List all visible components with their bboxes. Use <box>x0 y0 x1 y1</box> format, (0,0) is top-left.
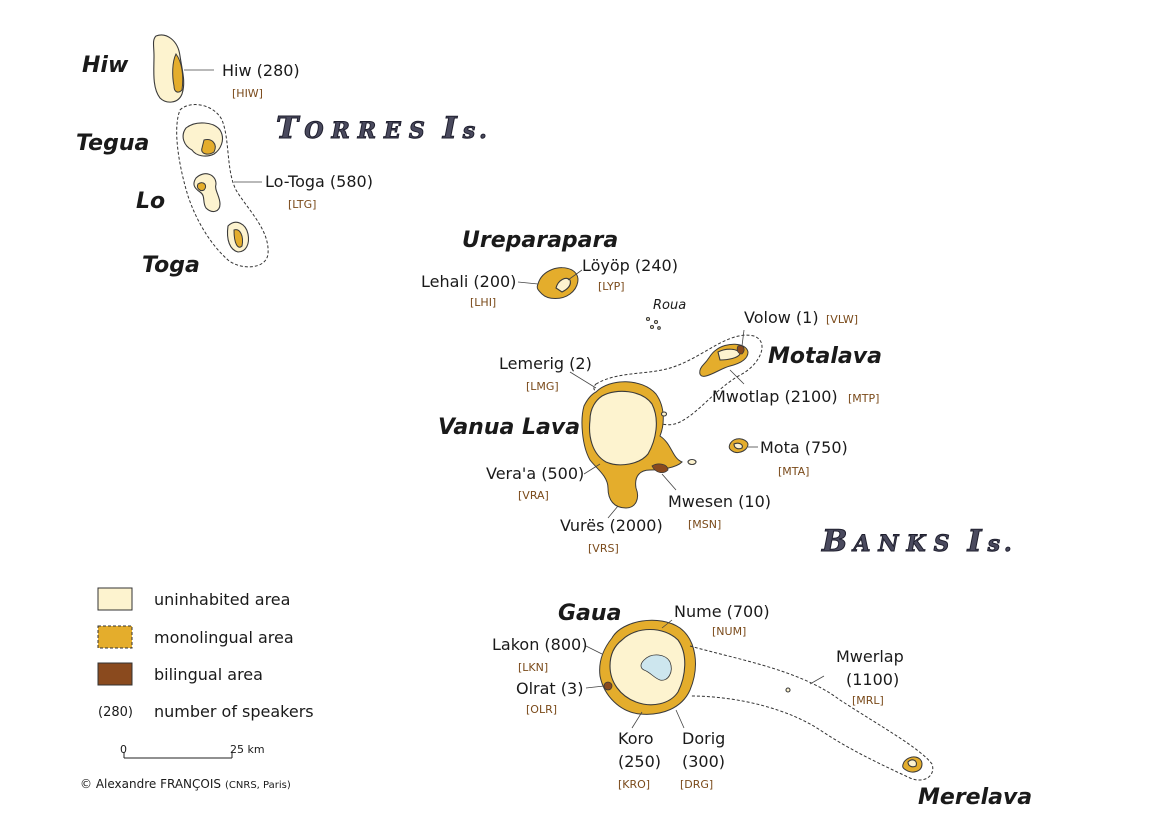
group-label-banks: B ANKS I s. <box>822 524 1016 559</box>
lang-label-vures: Vurës (2000) <box>560 516 663 535</box>
leader-lemerig <box>570 372 596 388</box>
legend-label-bilingual: bilingual area <box>154 665 263 684</box>
island-label-merelava: Merelava <box>918 785 1033 810</box>
lang-label-loyop: Löyöp (240) <box>582 256 678 275</box>
lang-label-olrat: Olrat (3) <box>516 679 584 698</box>
lang-code-nume: [NUM] <box>712 625 747 638</box>
credit: © Alexandre FRANÇOIS (CNRS, Paris) <box>80 777 291 791</box>
island-label-hiw: Hiw <box>82 53 129 78</box>
legend-label-speakers: number of speakers <box>154 702 314 721</box>
island-toga <box>227 222 248 252</box>
island-label-ureparapara: Ureparapara <box>462 228 619 253</box>
lang-label-lemerig: Lemerig (2) <box>499 354 592 373</box>
legend-speakers-sample: (280) <box>98 705 133 720</box>
lang-code-mwesen: [MSN] <box>688 518 722 531</box>
legend-label-monolingual: monolingual area <box>154 628 294 647</box>
lang-count-koro: (250) <box>618 752 662 771</box>
lang-code-mota: [MTA] <box>778 465 810 478</box>
leader-volow <box>742 330 744 346</box>
island-ureparapara <box>537 268 578 299</box>
island-label-gaua: Gaua <box>558 601 622 626</box>
island-label-vanua-lava: Vanua Lava <box>438 415 581 440</box>
lang-code-hiw: [HIW] <box>232 87 263 100</box>
leader-olrat <box>586 686 604 688</box>
lang-label-koro: Koro <box>618 729 654 748</box>
lang-label-mwotlap: Mwotlap (2100) <box>712 387 838 406</box>
island-tegua <box>183 123 222 156</box>
lang-code-lo-toga: [LTG] <box>288 198 317 211</box>
scale-zero: 0 <box>120 743 127 756</box>
leader-lakon <box>586 646 602 654</box>
lang-code-vures: [VRS] <box>588 542 619 555</box>
legend-swatch-bilingual <box>98 663 132 685</box>
island-label-motalava: Motalava <box>768 344 882 369</box>
island-gaua <box>600 620 696 714</box>
legend <box>98 588 314 721</box>
lang-label-nume: Nume (700) <box>674 602 770 621</box>
island-lo <box>194 174 220 212</box>
lang-count-mwerlap: (1100) <box>846 670 900 689</box>
islet-north-vanua-lava <box>662 412 667 416</box>
island-label-lo: Lo <box>136 189 166 214</box>
lang-label-lehali: Lehali (200) <box>421 272 517 291</box>
leader-lehali <box>518 282 538 284</box>
lang-code-koro: [KRO] <box>618 778 651 791</box>
island-mota <box>729 439 748 453</box>
island-motalava <box>700 344 748 376</box>
island-label-toga: Toga <box>142 253 200 278</box>
leader-mwerlap <box>810 676 824 684</box>
legend-swatch-uninhabited <box>98 588 132 610</box>
lang-code-mwerlap: [MRL] <box>852 694 884 707</box>
leader-dorig <box>676 710 684 728</box>
lang-label-volow: Volow (1) <box>744 308 819 327</box>
lang-code-dorig: [DRG] <box>680 778 714 791</box>
lang-code-olrat: [OLR] <box>526 703 558 716</box>
island-label-roua: Roua <box>653 298 687 313</box>
lang-code-lehali: [LHI] <box>470 296 497 309</box>
scale-max: 25 km <box>230 743 265 756</box>
islet-mwerlap <box>786 688 790 692</box>
lang-code-lemerig: [LMG] <box>526 380 559 393</box>
lang-code-lakon: [LKN] <box>518 661 549 674</box>
island-hiw <box>154 35 184 102</box>
lang-label-hiw: Hiw (280) <box>222 61 300 80</box>
leader-mwotlap <box>730 370 744 384</box>
legend-label-uninhabited: uninhabited area <box>154 590 291 609</box>
leader-mwesen <box>662 474 676 490</box>
lang-label-lakon: Lakon (800) <box>492 635 588 654</box>
lang-count-dorig: (300) <box>682 752 726 771</box>
lang-label-mwerlap: Mwerlap <box>836 647 904 666</box>
lang-code-veraa: [VRA] <box>518 489 549 502</box>
island-label-tegua: Tegua <box>76 131 150 156</box>
lang-code-volow: [VLW] <box>826 313 859 326</box>
mwerlap-area-outline <box>690 646 933 780</box>
scale-bar <box>120 743 265 758</box>
group-label-torres: T ORRES I s. <box>276 111 491 146</box>
island-vanua-lava <box>582 382 682 508</box>
lang-label-mota: Mota (750) <box>760 438 848 457</box>
islets-roua <box>647 318 661 330</box>
lang-label-veraa: Vera'a (500) <box>486 464 585 483</box>
legend-swatch-monolingual <box>98 626 132 648</box>
islet-east-vanua-lava <box>688 460 696 465</box>
lang-label-dorig: Dorig <box>682 729 726 748</box>
lang-label-lo-toga: Lo-Toga (580) <box>265 172 373 191</box>
lang-code-loyop: [LYP] <box>598 280 625 293</box>
leader-koro <box>632 712 642 728</box>
island-merelava <box>903 757 922 772</box>
lang-label-mwesen: Mwesen (10) <box>668 492 771 511</box>
lang-code-mwotlap: [MTP] <box>848 392 880 405</box>
